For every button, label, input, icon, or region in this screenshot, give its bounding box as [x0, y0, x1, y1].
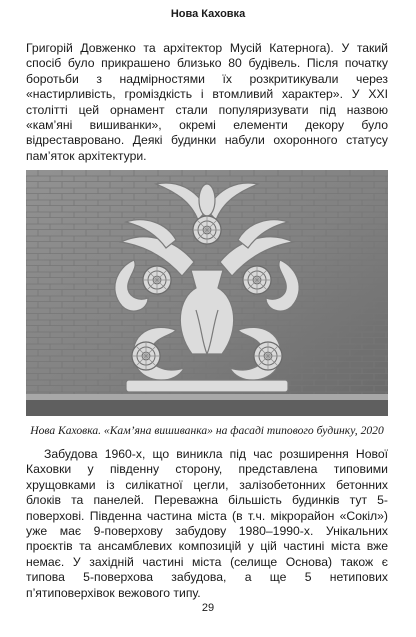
facade-ornament-photo: [26, 170, 388, 416]
figure-caption: Нова Каховка. «Кам’яна вишиванка» на фасаді типового будинку, 2020: [30, 424, 384, 437]
page-number: 29: [201, 602, 215, 614]
body-paragraph: Григорій Довженко та архітектор Мусій Катернога). У такий спосіб було прикрашено близько 80 будівель. Після початку боротьби з надмірностями їх розкритикували через «настирливість, громіздкість і втомливий характер». У XXI столітті цей орнамент стали популяризувати під назвою «кам’яні вишиванки», окремі елементи декору було відреставровано. Деякі будинки набули охоронного статусу пам’яток архітектури.: [26, 41, 388, 163]
body-paragraph: Забудова 1960-х, що виникла під час розширення Нової Каховки у південну сторону, представлена типовими хрущовками із силікатної цегли, залізобетонних бетонних блоків та панелей. Переважна більшість будинків тут 5-поверхові. Південна частина міста (в т.ч. мікрорайон «Сокіл») уже має 9-поверхову забудову 1980–1990-х. Унікальних проєктів та ансамблевих композицій у цій частині міста вже немає. У західній частині міста (селище Основа) також є типова 5-поверхова забудова, а ще 5 нетипових п’ятиповерхівок вежового типу.: [26, 447, 388, 600]
running-head: Нова Каховка: [170, 8, 246, 20]
